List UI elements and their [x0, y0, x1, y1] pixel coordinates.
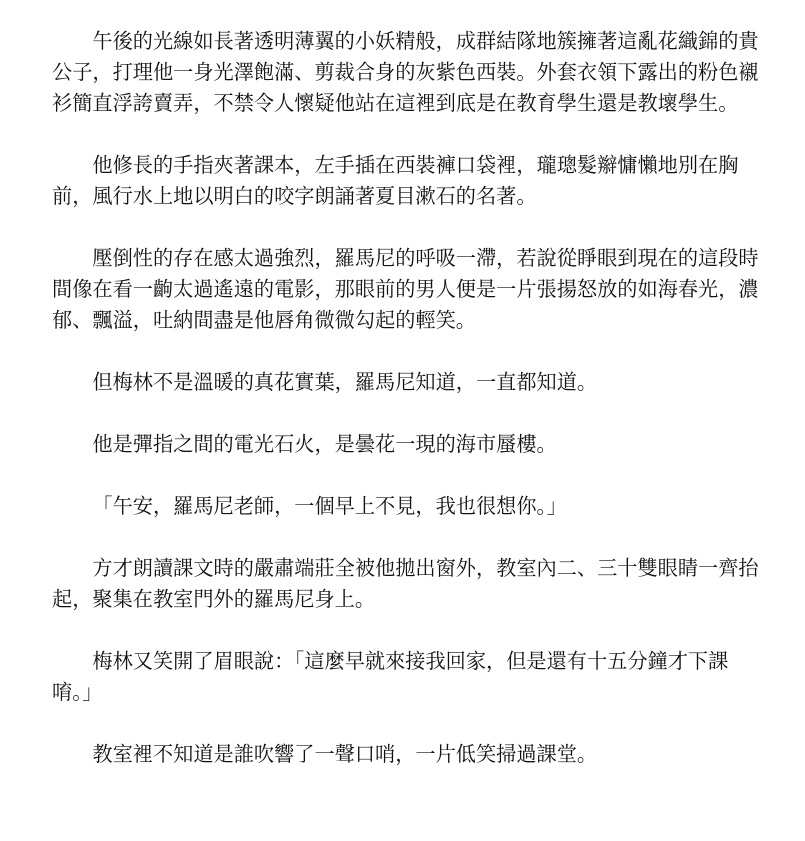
paragraph: 方才朗讀課文時的嚴肅端莊全被他拋出窗外，教室內二、三十雙眼睛一齊抬起，聚集在教室門外的羅馬尼身上。: [52, 556, 759, 611]
paragraph: 午後的光線如長著透明薄翼的小妖精般，成群結隊地簇擁著這亂花織錦的貴公子，打理他一身光澤飽滿、剪裁合身的灰紫色西裝。外套衣領下露出的粉色襯衫簡直浮誇賣弄，不禁令人懷疑他站在這裡到底是在教育學生還是教壞學生。: [52, 29, 759, 115]
paragraph: 他修長的手指夾著課本，左手插在西裝褲口袋裡，瓏璁髮辮慵懶地別在胸前，風行水上地以明白的咬字朗誦著夏目漱石的名著。: [52, 153, 739, 208]
paragraph: 壓倒性的存在感太過強烈，羅馬尼的呼吸一滯，若說從睜眼到現在的這段時間像在看一齣太過遙遠的電影，那眼前的男人便是一片張揚怒放的如海春光，濃郁、飄溢，吐納間盡是他唇角微微勾起的輕笑。: [52, 246, 759, 332]
paragraph: 教室裡不知道是誰吹響了一聲口哨，一片低笑掃過課堂。: [92, 742, 598, 766]
paragraph: 但梅林不是溫暖的真花實葉，羅馬尼知道，一直都知道。: [92, 370, 598, 394]
paragraph: 他是彈指之間的電光石火，是曇花一現的海市蜃樓。: [92, 432, 557, 456]
dialogue-paragraph: 「午安，羅馬尼老師，一個早上不見，我也很想你。」: [92, 494, 567, 518]
dialogue-paragraph: 梅林又笑開了眉眼說：「這麼早就來接我回家，但是還有十五分鐘才下課唷。」: [52, 649, 729, 704]
